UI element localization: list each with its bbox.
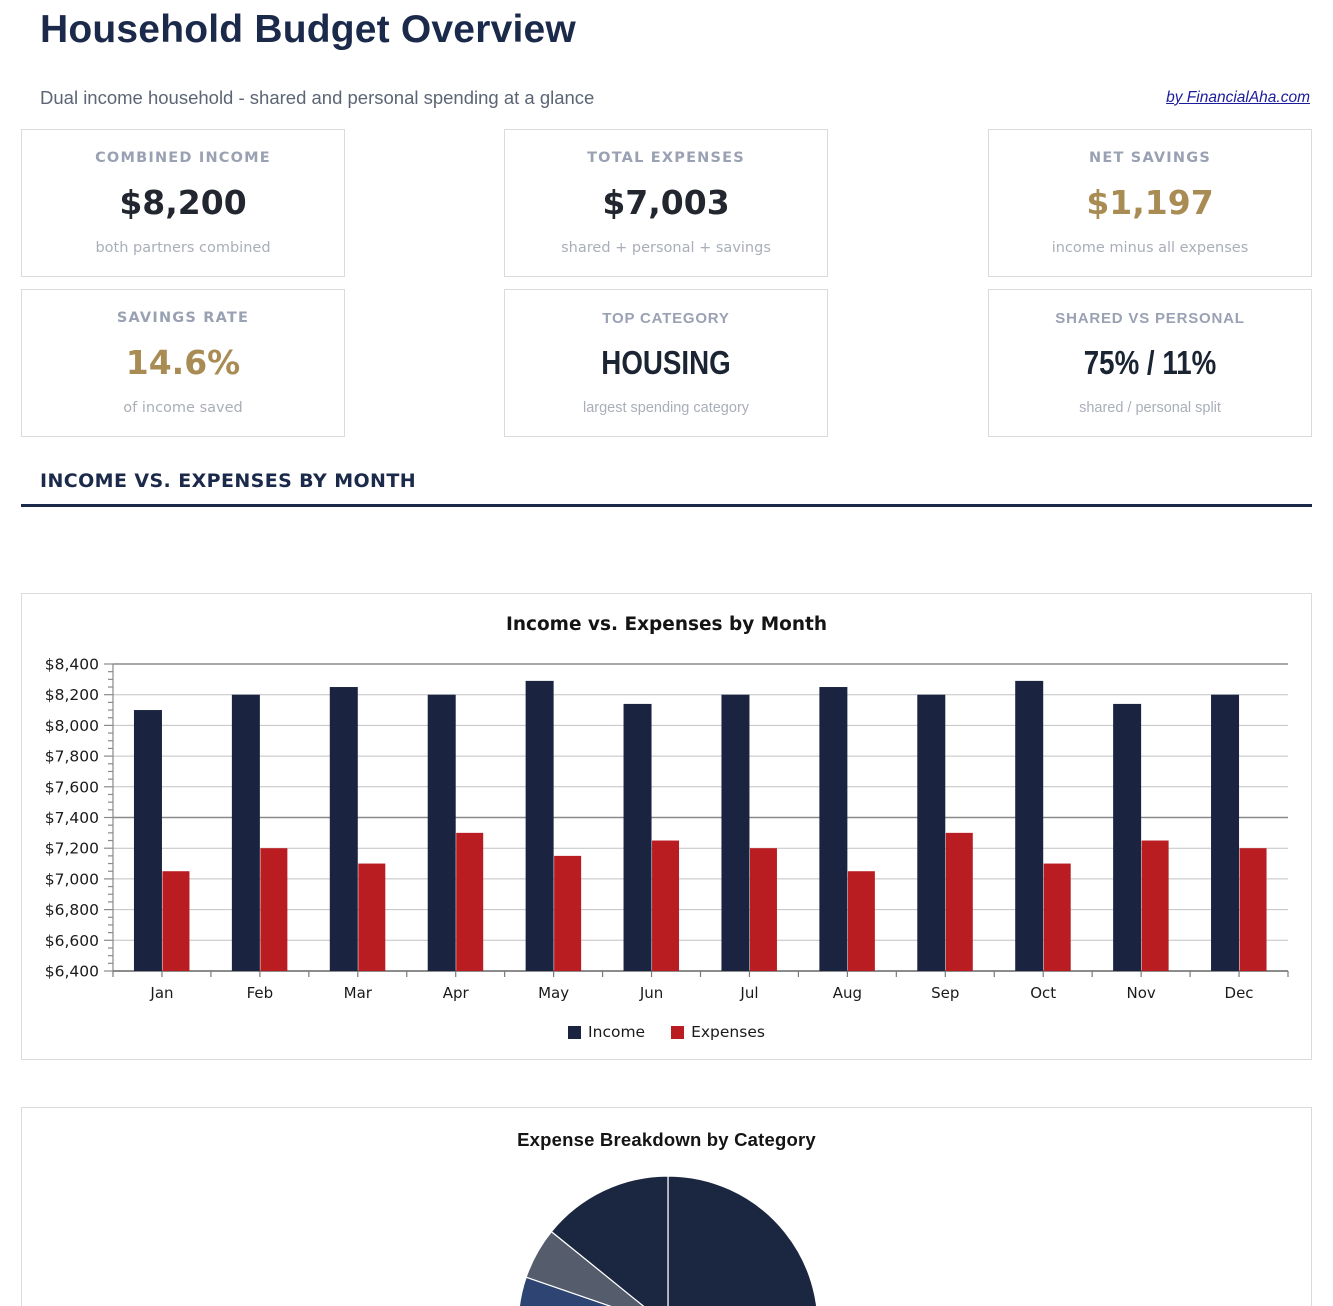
bar-expenses-jul [750,848,777,971]
svg-text:Feb: Feb [246,984,274,1002]
bar-expenses-jun [652,841,679,971]
pie-large-navy-slice-right [668,1176,818,1306]
stat-value: $1,197 [1086,183,1214,222]
stat-sub: shared / personal split [1079,400,1221,416]
bar-expenses-feb [260,848,287,971]
stat-card-top-category [504,289,828,437]
pie-chart-card [21,1107,1312,1306]
svg-text:$7,200: $7,200 [44,839,99,858]
stat-value: HOUSING [601,344,731,381]
stat-card-shared-vs-personal [988,289,1312,437]
bar-expenses-aug [848,871,875,971]
bar-expenses-apr [456,833,483,971]
stat-value: 14.6% [125,343,241,382]
stat-label: NET SAVINGS [1089,150,1211,166]
bar-expenses-sep [946,833,973,971]
bar-chart-title: Income vs. Expenses by Month [505,614,828,635]
chart-legend [22,1023,1311,1041]
bar-expenses-mar [358,864,385,971]
stat-sub: largest spending category [582,400,750,416]
bar-expenses-nov [1142,841,1169,971]
bar-income-jun [624,704,652,971]
bar-expenses-oct [1044,864,1071,971]
bar-income-aug [819,687,847,971]
page-title: Household Budget Overview [40,8,576,51]
bar-expenses-dec [1240,848,1267,971]
svg-text:Nov: Nov [1126,984,1156,1002]
stat-label: TOTAL EXPENSES [587,150,745,166]
pie-chart-title: Expense Breakdown by Category [517,1129,816,1150]
bar-income-jan [134,710,162,971]
stat-label: TOP CATEGORY [602,310,730,327]
svg-text:Aug: Aug [832,984,863,1002]
stat-card-savings-rate [21,289,345,437]
legend-item-income [568,1023,645,1041]
svg-text:$7,000: $7,000 [44,870,99,889]
svg-text:Jun: Jun [639,984,664,1002]
legend-swatch-expenses [671,1026,684,1039]
svg-text:Oct: Oct [1030,984,1057,1002]
stat-sub: income minus all expenses [1051,240,1249,256]
credit-link[interactable]: by FinancialAha.com [1166,89,1310,106]
svg-text:$8,000: $8,000 [44,716,99,735]
stat-card-total-expenses [504,129,828,277]
stat-label: COMBINED INCOME [95,150,271,166]
bar-chart-card [21,593,1312,1060]
bar-income-apr [428,695,456,971]
svg-text:$7,800: $7,800 [44,747,99,766]
section-rule [21,504,1312,507]
stat-sub: shared + personal + savings [561,240,771,256]
bar-income-may [526,681,554,971]
bar-income-jul [721,695,749,971]
bar-income-sep [917,695,945,971]
bar-expenses-may [554,856,581,971]
svg-text:Dec: Dec [1224,984,1254,1002]
svg-text:Jan: Jan [150,984,174,1002]
svg-text:$8,400: $8,400 [44,655,99,674]
svg-text:Sep: Sep [931,984,960,1002]
svg-text:Jul: Jul [740,984,759,1002]
stat-label: SHARED VS PERSONAL [1055,310,1245,327]
svg-text:$8,200: $8,200 [44,686,99,705]
svg-text:Apr: Apr [442,984,469,1002]
legend-item-expenses [671,1023,765,1041]
page-subtitle: Dual income household - shared and personal spending at a glance [40,87,595,108]
legend-label: Expenses [691,1023,765,1041]
svg-text:$6,400: $6,400 [44,962,99,981]
pie-chart [517,1175,819,1306]
svg-text:$6,800: $6,800 [44,901,99,920]
bar-expenses-jan [162,871,189,971]
section-heading: INCOME VS. EXPENSES BY MONTH [40,470,417,492]
bar-chart [22,594,1311,1014]
bar-income-oct [1015,681,1043,971]
stat-sub: both partners combined [95,240,271,256]
stat-value: 75% / 11% [1083,344,1217,381]
svg-text:May: May [538,984,570,1002]
legend-swatch-income [568,1026,581,1039]
stat-card-combined-income [21,129,345,277]
bar-income-mar [330,687,358,971]
stat-label: SAVINGS RATE [116,310,250,326]
svg-text:$7,600: $7,600 [44,778,99,797]
bar-income-nov [1113,704,1141,971]
stat-value: $8,200 [119,183,247,222]
svg-text:Mar: Mar [343,984,372,1002]
stat-sub: of income saved [123,400,243,416]
bar-income-feb [232,695,260,971]
stat-card-net-savings [988,129,1312,277]
bar-income-dec [1211,695,1239,971]
svg-text:$6,600: $6,600 [44,931,99,950]
stat-value: $7,003 [602,183,730,222]
svg-text:$7,400: $7,400 [44,809,99,827]
legend-label: Income [588,1023,646,1041]
